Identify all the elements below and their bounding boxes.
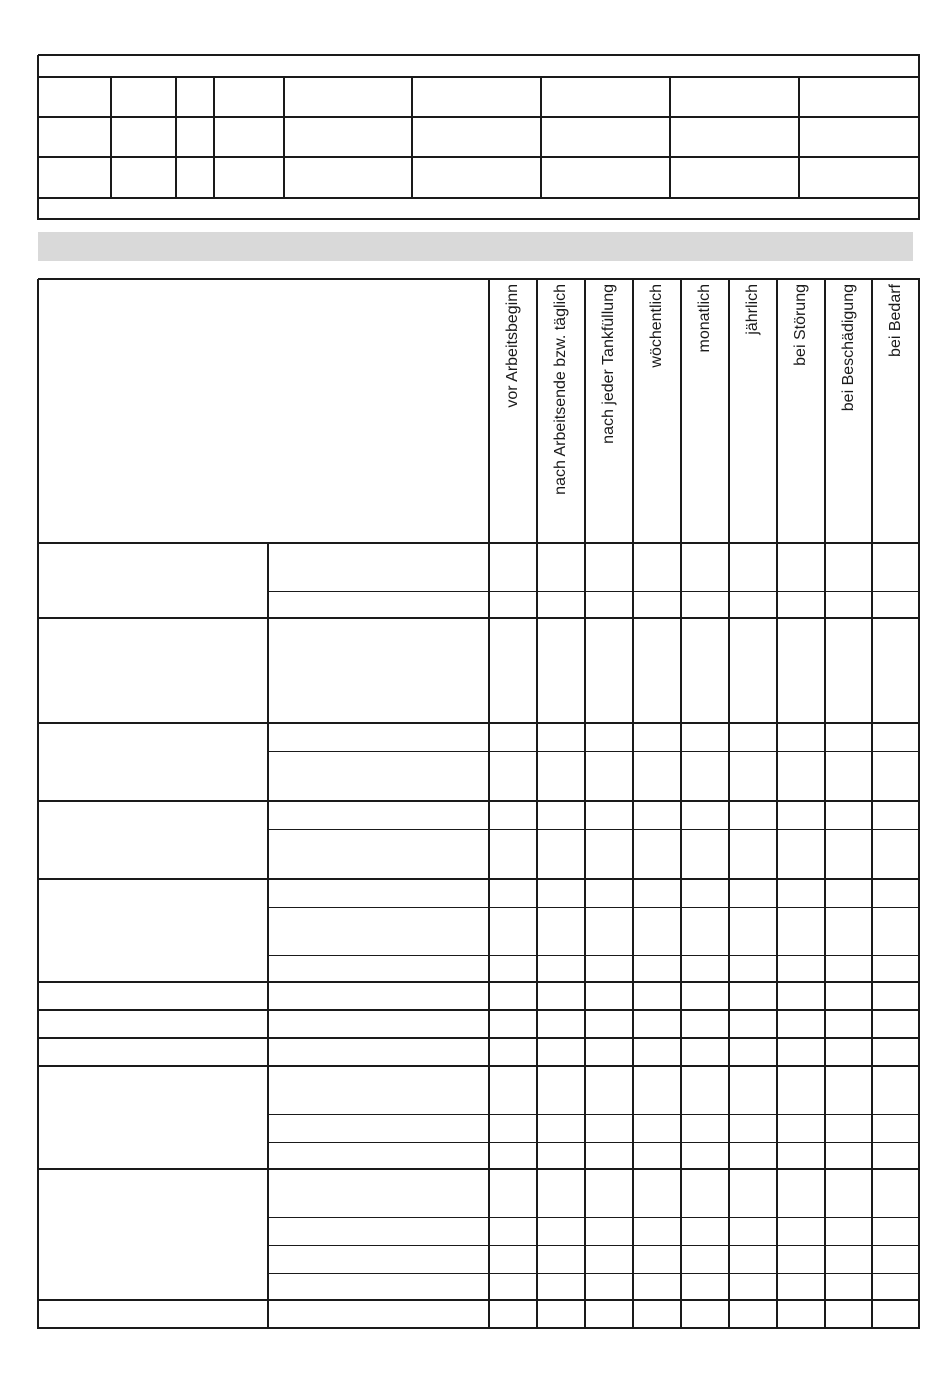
schedule-col-rule	[584, 279, 586, 1328]
top-table-row-rule	[38, 156, 919, 158]
schedule-subrow-rule	[268, 829, 919, 830]
top-table-row-rule	[38, 116, 919, 118]
schedule-group-rule	[38, 1065, 919, 1067]
schedule-subrow-rule	[268, 907, 919, 908]
top-table-col-rule	[540, 77, 542, 198]
schedule-group-rule	[38, 1168, 919, 1170]
schedule-border	[37, 279, 39, 1329]
schedule-group-rule	[38, 981, 919, 983]
schedule-border	[918, 279, 920, 1329]
schedule-border	[38, 278, 920, 280]
top-table-col-rule	[175, 77, 177, 198]
schedule-column-header: wöchentlich	[648, 284, 665, 368]
schedule-column-header: monatlich	[696, 284, 713, 353]
schedule-subrow-rule	[268, 1142, 919, 1143]
schedule-col-rule	[488, 279, 490, 1328]
top-table-border	[918, 55, 920, 220]
schedule-group-rule	[38, 1037, 919, 1039]
top-table-col-rule	[283, 77, 285, 198]
schedule-col-rule	[871, 279, 873, 1328]
section-title-band	[38, 232, 913, 261]
schedule-group-rule	[38, 722, 919, 724]
top-table-col-rule	[110, 77, 112, 198]
schedule-group-rule	[38, 1299, 919, 1301]
schedule-subrow-rule	[268, 751, 919, 752]
schedule-subrow-rule	[268, 1245, 919, 1246]
schedule-column-header: bei Beschädigung	[839, 284, 857, 412]
schedule-col-rule	[632, 279, 634, 1328]
top-table-col-rule	[411, 77, 413, 198]
schedule-col-rule	[267, 543, 269, 1328]
technical-data-table	[0, 0, 950, 230]
schedule-col-rule	[536, 279, 538, 1328]
top-table-col-rule	[798, 77, 800, 198]
schedule-subrow-rule	[268, 1114, 919, 1115]
top-table-col-rule	[213, 77, 215, 198]
schedule-group-rule	[38, 617, 919, 619]
top-table-border	[37, 55, 39, 220]
schedule-subrow-rule	[268, 1273, 919, 1274]
schedule-subrow-rule	[268, 1217, 919, 1218]
schedule-column-header: nach Arbeitsende bzw. täglich	[552, 284, 569, 495]
top-table-col-rule	[669, 77, 671, 198]
top-table-row-rule	[38, 197, 919, 199]
schedule-column-header: vor Arbeitsbeginn	[504, 284, 521, 408]
schedule-border	[38, 1327, 920, 1329]
schedule-subrow-rule	[268, 955, 919, 956]
schedule-group-rule	[38, 1009, 919, 1011]
schedule-col-rule	[776, 279, 778, 1328]
schedule-column-header: bei Störung	[792, 284, 809, 366]
schedule-column-header: bei Bedarf	[886, 284, 904, 357]
schedule-group-rule	[38, 878, 919, 880]
schedule-subrow-rule	[268, 591, 919, 592]
schedule-col-rule	[728, 279, 730, 1328]
top-table-border	[38, 54, 920, 56]
schedule-column-header: nach jeder Tankfüllung	[600, 284, 617, 444]
schedule-col-rule	[680, 279, 682, 1328]
top-table-row-rule	[38, 76, 919, 78]
schedule-header-rule	[38, 542, 919, 544]
schedule-col-rule	[824, 279, 826, 1328]
top-table-border	[38, 218, 920, 220]
schedule-group-rule	[38, 800, 919, 802]
schedule-column-header: jährlich	[744, 284, 761, 335]
